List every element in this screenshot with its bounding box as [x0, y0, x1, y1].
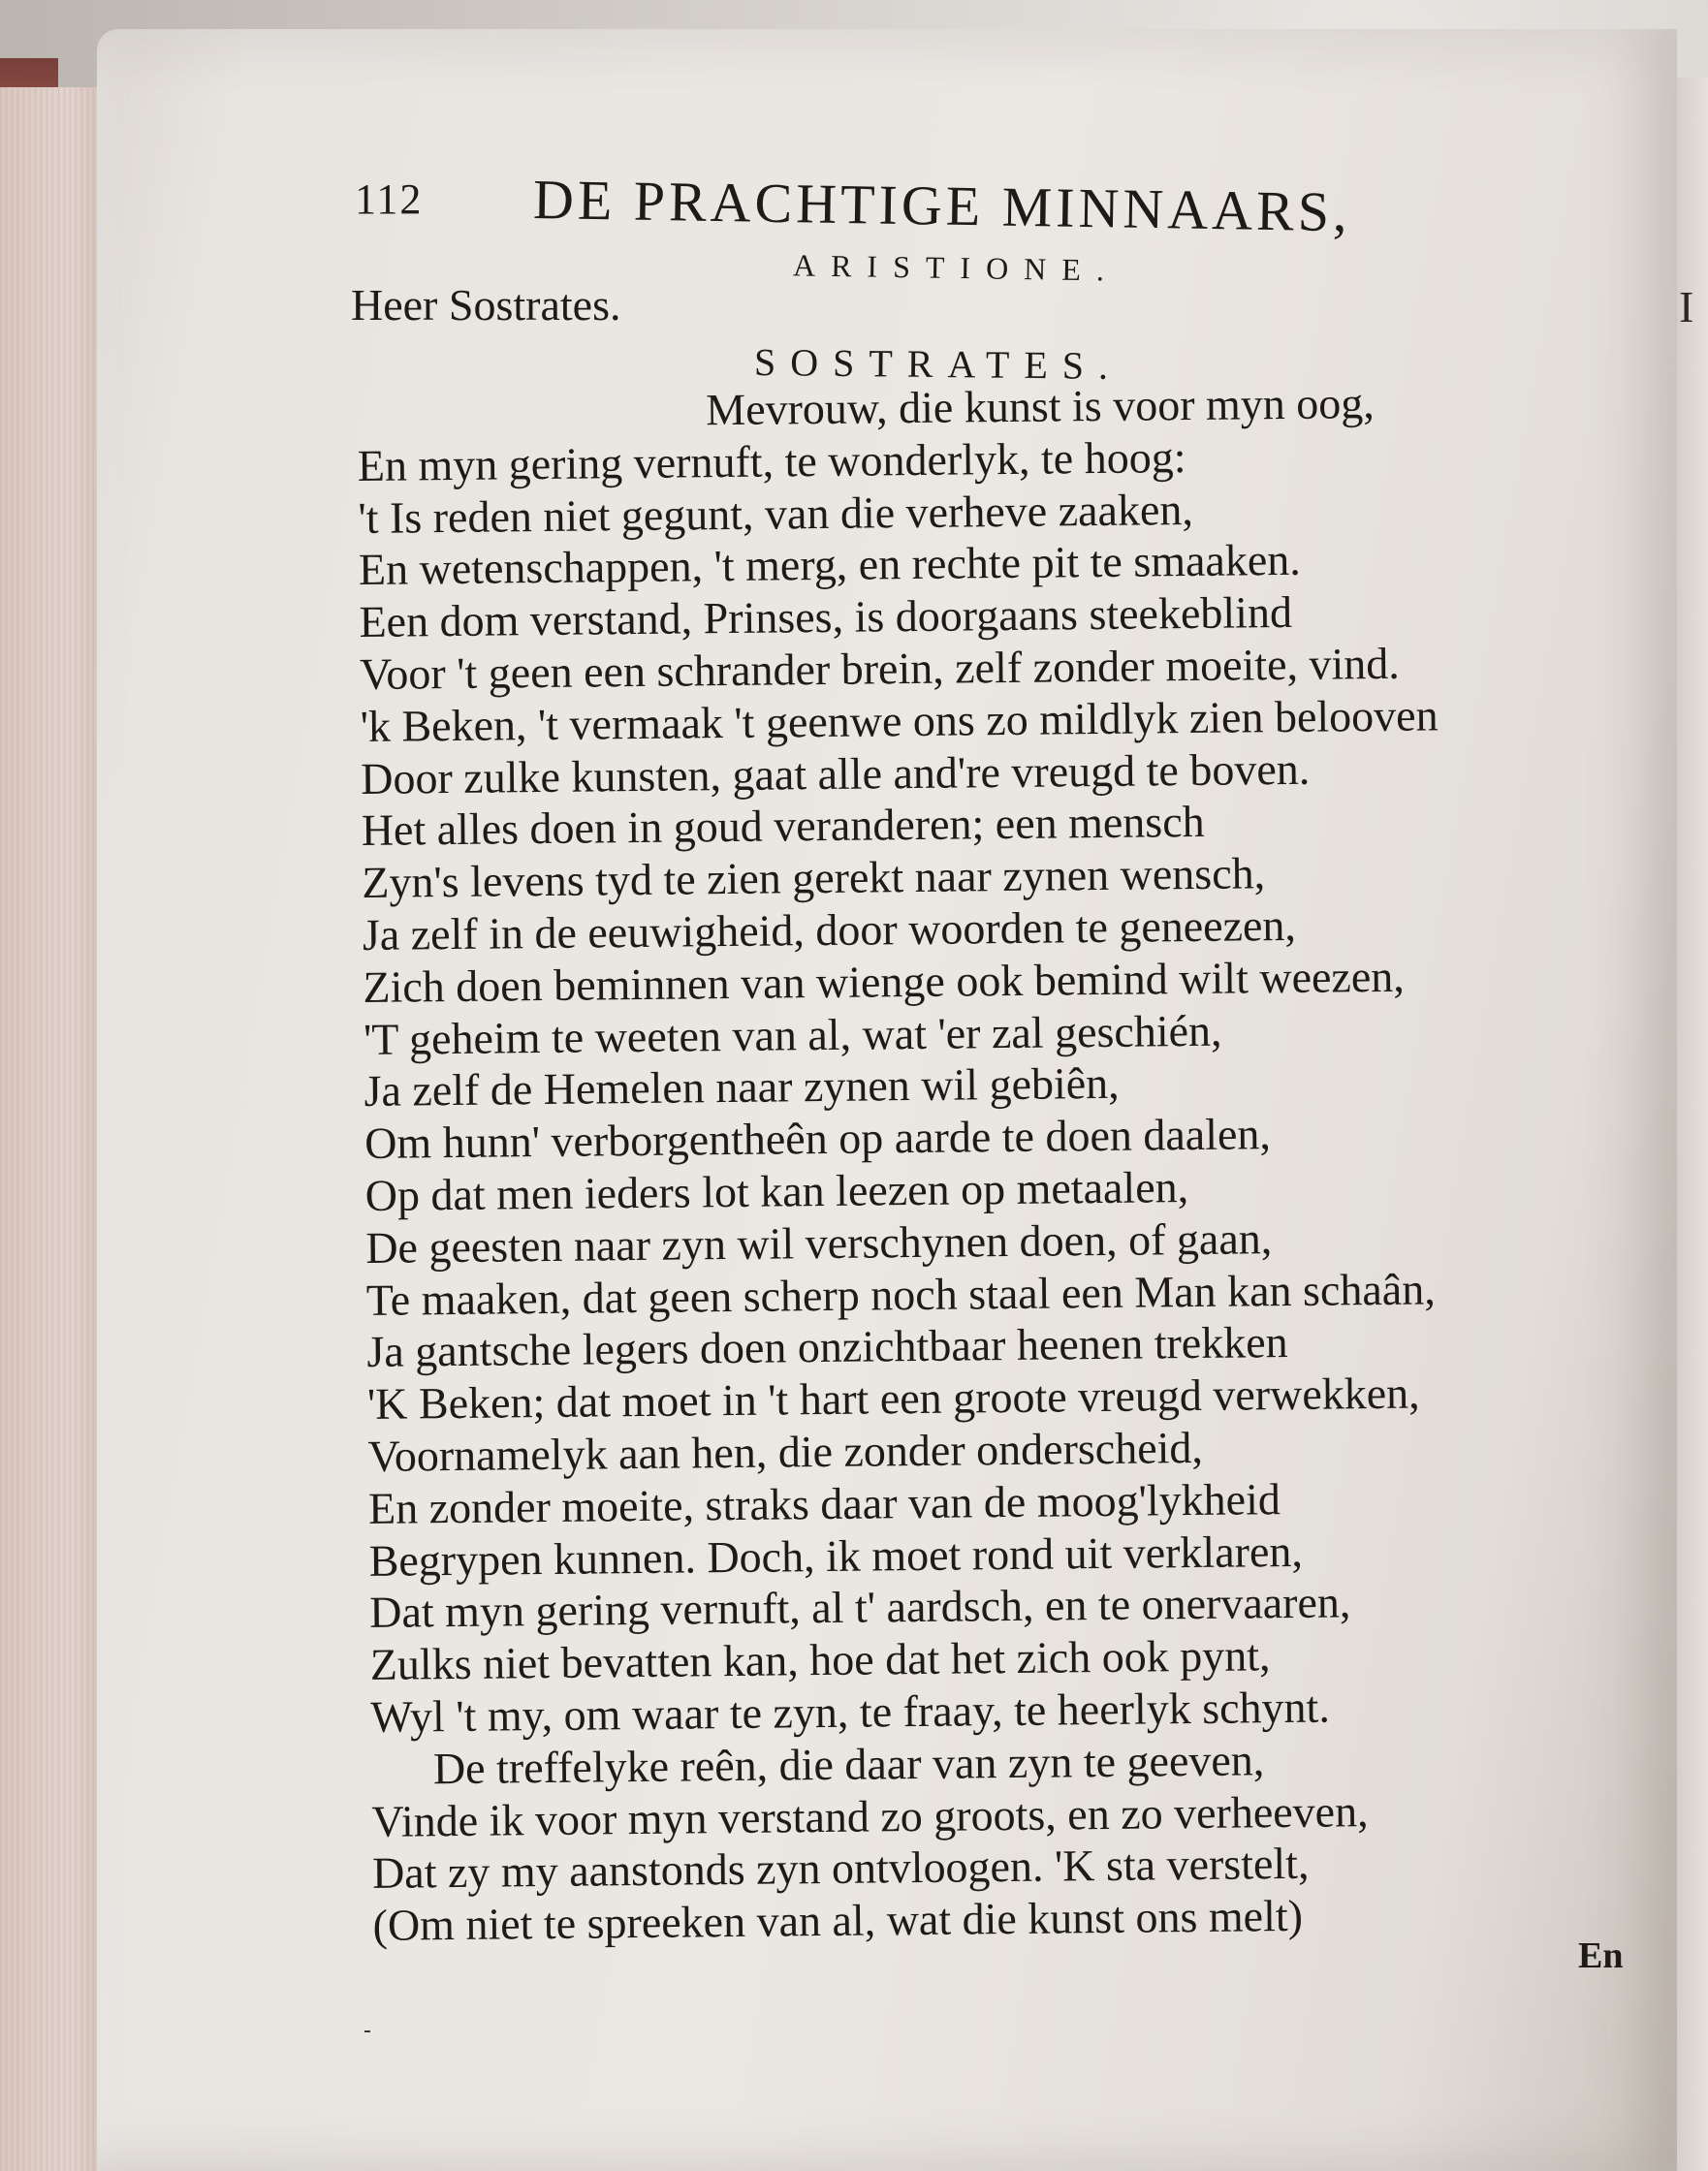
verse-line: De geesten naar zyn wil verschynen doen, of gaan,	[365, 1212, 1273, 1273]
catchword: En	[1578, 1935, 1624, 1976]
verse-line: 'k Beken, 't vermaak 't geenwe ons zo mildlyk zien belooven	[360, 690, 1439, 751]
verse-line: Voornamelyk aan hen, die zonder onderscheid,	[367, 1422, 1204, 1481]
addressee-line: Heer Sostrates.	[351, 280, 621, 330]
verse-line: En wetenschappen, 't merg, en rechte pit te smaaken.	[358, 535, 1301, 595]
verse-line: Het alles doen in goud veranderen; een mensch	[361, 797, 1205, 856]
verse-line: 'T geheim te weeten van al, wat 'er zal geschién,	[363, 1005, 1222, 1064]
speaker-heading-aristione: ARISTIONE.	[792, 247, 1121, 288]
verse-line: Dat myn gering vernuft, al t' aardsch, en te onervaaren,	[368, 1577, 1351, 1638]
verse-line: Om hunn' verborgentheên op aarde te doen daalen,	[364, 1109, 1272, 1169]
verse-line: Ja zelf de Hemelen naar zynen wil gebiên,	[364, 1058, 1120, 1117]
verse-block	[357, 374, 1633, 1977]
verse-line: Op dat men ieders lot kan leezen op metaalen,	[364, 1162, 1189, 1220]
verse-line: Vinde ik voor myn verstand zo groots, en zo verheeven,	[371, 1785, 1369, 1846]
verse-line: Zich doen beminnen van wienge ook bemind wilt weezen,	[363, 951, 1405, 1012]
verse-line: Mevrouw, die kunst is voor myn oog,	[705, 378, 1376, 435]
verse-line: 'K Beken; dat moet in 't hart een groote vreugd verwekken,	[366, 1368, 1420, 1430]
verse-line: Te maaken, dat geen scherp noch staal een Man kan schaân,	[365, 1263, 1436, 1325]
verse-line: En myn gering vernuft, te wonderlyk, te hoog:	[357, 431, 1186, 490]
verse-line: 't Is reden niet gegunt, van die verheve zaaken,	[358, 484, 1194, 543]
verse-line: Zulks niet bevatten kan, hoe dat het zich ook pynt,	[369, 1630, 1271, 1690]
speaker-heading-sostrates: SOSTRATES.	[753, 340, 1123, 388]
page-number: 112	[355, 175, 424, 223]
verse-line: Wyl 't my, om waar te zyn, te fraay, te heerlyk schynt.	[370, 1682, 1331, 1742]
verse-line: Begrypen kunnen. Doch, ik moet rond uit verklaren,	[368, 1526, 1304, 1586]
ink-mark	[364, 2030, 370, 2032]
verse-line: Voor 't geen een schrander brein, zelf zonder moeite, vind.	[359, 638, 1401, 699]
verse-line: Zyn's levens tyd te zien gerekt naar zynen wensch,	[362, 848, 1266, 908]
verse-line: En zonder moeite, straks daar van de moog'lykheid	[367, 1473, 1281, 1533]
verse-line: Ja zelf in de eeuwigheid, door woorden te geneezen,	[362, 899, 1297, 960]
running-head: DE PRACHTIGE MINNAARS,	[532, 168, 1352, 244]
verse-line: Door zulke kunsten, gaat alle and're vreugd te boven.	[360, 743, 1311, 803]
verse-line: De treffelyke reên, die daar van zyn te geeven,	[432, 1734, 1265, 1793]
verse-line: Een dom verstand, Prinses, is doorgaans steekeblind	[359, 587, 1293, 647]
verse-line: Ja gantsche legers doen onzichtbaar heenen trekken	[366, 1317, 1288, 1377]
verse-line: (Om niet te spreeken van al, wat die kunst ons melt)	[372, 1890, 1304, 1951]
facing-page-glyph: I	[1679, 282, 1694, 331]
verse-line: Dat zy my aanstonds zyn ontvloogen. 'K sta verstelt,	[371, 1839, 1310, 1899]
